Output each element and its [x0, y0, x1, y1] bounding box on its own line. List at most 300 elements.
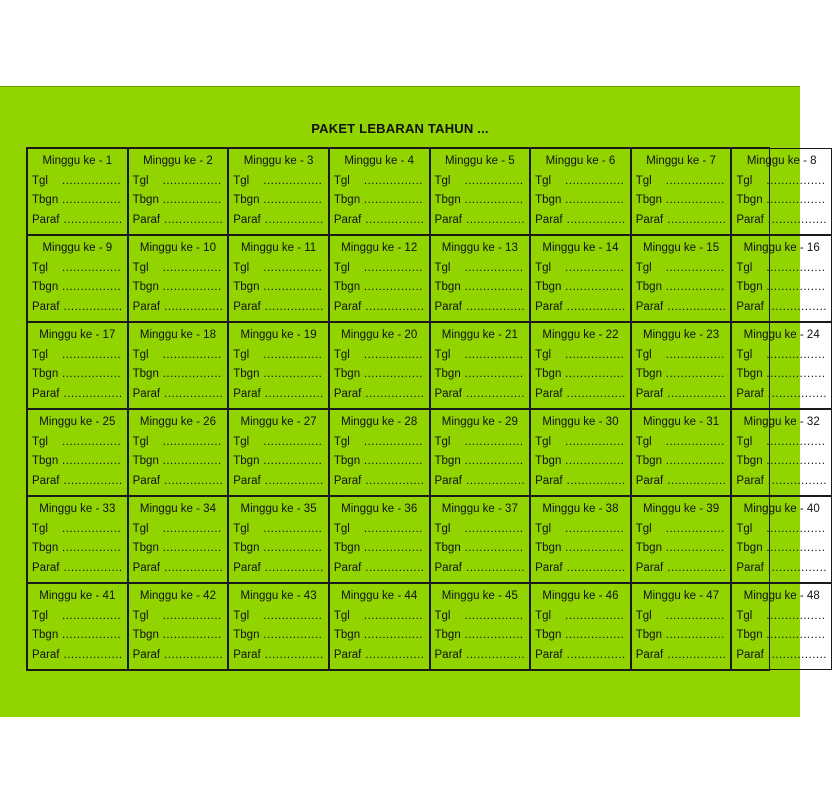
- tbgn-line: [133, 365, 224, 385]
- week-cell: [530, 322, 631, 409]
- week-cell: [228, 322, 329, 409]
- tbgn-blank: ................: [665, 281, 725, 293]
- tbgn-label: Tbgn: [434, 629, 461, 641]
- week-cell: [430, 496, 531, 583]
- paraf-line: [736, 298, 827, 318]
- tbgn-line: [233, 452, 324, 472]
- tbgn-line: [535, 626, 626, 646]
- paraf-label: Paraf: [132, 648, 161, 661]
- tgl-line: [32, 607, 123, 627]
- paraf-blank: ................: [767, 300, 827, 313]
- tbgn-blank: ................: [665, 455, 725, 467]
- tbgn-label: Tbgn: [635, 368, 662, 380]
- tbgn-line: [435, 365, 526, 385]
- week-cell: [430, 148, 531, 235]
- tgl-line: [32, 259, 123, 279]
- tgl-label: Tgl: [736, 348, 753, 361]
- tbgn-label: Tbgn: [132, 455, 159, 467]
- paraf-label: Paraf: [434, 300, 462, 313]
- tbgn-line: [636, 626, 727, 646]
- tgl-label: Tgl: [333, 522, 350, 535]
- tgl-line: [233, 346, 324, 366]
- paraf-label: Paraf: [736, 300, 764, 313]
- paraf-line: [636, 472, 727, 492]
- tgl-label: Tgl: [535, 348, 552, 361]
- week-cell: [430, 322, 531, 409]
- tgl-blank: ................: [263, 174, 323, 187]
- tbgn-blank: ................: [263, 281, 323, 293]
- tbgn-label: Tbgn: [132, 281, 159, 293]
- tbgn-blank: ................: [464, 281, 524, 293]
- paraf-label: Paraf: [635, 648, 664, 661]
- paraf-blank: ................: [365, 387, 425, 400]
- paraf-label: Paraf: [434, 474, 462, 487]
- tgl-line: [133, 172, 224, 192]
- tbgn-blank: ................: [263, 455, 323, 467]
- tbgn-label: Tbgn: [434, 281, 461, 293]
- paraf-label: Paraf: [535, 648, 563, 661]
- tgl-label: Tgl: [434, 435, 451, 448]
- tgl-line: [736, 172, 827, 192]
- week-heading: Minggu ke - 9: [42, 242, 113, 254]
- tbgn-label: Tbgn: [535, 368, 562, 380]
- paraf-line: [736, 385, 827, 405]
- tgl-label: Tgl: [233, 174, 250, 187]
- week-heading: Minggu ke - 34: [139, 503, 216, 515]
- paraf-blank: ................: [767, 387, 827, 400]
- tgl-label: Tgl: [32, 348, 48, 361]
- paraf-line: [334, 646, 425, 666]
- paraf-blank: ................: [466, 213, 526, 226]
- week-cell: [430, 409, 531, 496]
- paraf-blank: ................: [365, 213, 425, 226]
- paraf-blank: ................: [164, 387, 224, 400]
- tgl-line: [32, 346, 123, 366]
- week-cell: [329, 235, 430, 322]
- tgl-blank: ................: [464, 522, 524, 535]
- tbgn-line: [535, 452, 626, 472]
- tgl-label: Tgl: [333, 348, 350, 361]
- paraf-label: Paraf: [233, 387, 261, 400]
- paraf-line: [32, 472, 123, 492]
- tgl-blank: ................: [363, 348, 423, 361]
- paraf-line: [334, 472, 425, 492]
- week-heading: Minggu ke - 3: [243, 155, 314, 167]
- tgl-label: Tgl: [132, 174, 149, 187]
- tbgn-label: Tbgn: [32, 542, 59, 554]
- tgl-blank: ................: [263, 522, 323, 535]
- paraf-label: Paraf: [635, 387, 664, 400]
- paraf-label: Paraf: [736, 387, 764, 400]
- tgl-line: [636, 172, 727, 192]
- tbgn-blank: ................: [62, 542, 122, 554]
- tbgn-blank: ................: [464, 542, 524, 554]
- week-heading: Minggu ke - 18: [139, 329, 216, 341]
- week-heading: Minggu ke - 16: [743, 242, 820, 254]
- tgl-line: [233, 607, 324, 627]
- paraf-blank: ................: [667, 648, 727, 661]
- paraf-blank: ................: [264, 561, 324, 574]
- week-heading: Minggu ke - 47: [643, 590, 720, 602]
- tbgn-line: [32, 278, 123, 298]
- tgl-blank: ................: [162, 609, 222, 622]
- tgl-blank: ................: [263, 348, 323, 361]
- paraf-blank: ................: [667, 213, 727, 226]
- week-cell: [128, 235, 229, 322]
- week-heading: Minggu ke - 21: [441, 329, 518, 341]
- tbgn-blank: ................: [263, 368, 323, 380]
- paraf-blank: ................: [767, 648, 827, 661]
- week-heading: Minggu ke - 8: [746, 155, 817, 167]
- week-heading: Minggu ke - 39: [643, 503, 720, 515]
- tgl-label: Tgl: [736, 522, 753, 535]
- tbgn-label: Tbgn: [535, 281, 562, 293]
- week-cell: [128, 322, 229, 409]
- tbgn-line: [334, 452, 425, 472]
- tgl-line: [32, 172, 123, 192]
- tgl-label: Tgl: [233, 435, 250, 448]
- week-heading: Minggu ke - 2: [143, 155, 213, 167]
- tgl-label: Tgl: [132, 348, 149, 361]
- tbgn-blank: ................: [62, 194, 122, 206]
- paraf-line: [636, 559, 727, 579]
- tgl-blank: ................: [665, 522, 725, 535]
- tgl-label: Tgl: [736, 261, 753, 274]
- paraf-blank: ................: [466, 648, 526, 661]
- tgl-line: [736, 520, 827, 540]
- tbgn-label: Tbgn: [434, 542, 461, 554]
- tbgn-label: Tbgn: [32, 281, 59, 293]
- tgl-blank: ................: [665, 609, 725, 622]
- week-cell: [128, 409, 229, 496]
- tbgn-blank: ................: [464, 455, 524, 467]
- tbgn-line: [636, 539, 727, 559]
- tbgn-line: [32, 452, 123, 472]
- tbgn-line: [133, 452, 224, 472]
- tgl-blank: ................: [263, 261, 323, 274]
- tbgn-label: Tbgn: [233, 542, 260, 554]
- paraf-blank: ................: [365, 648, 425, 661]
- tgl-line: [334, 520, 425, 540]
- tbgn-label: Tbgn: [736, 368, 763, 380]
- week-heading: Minggu ke - 10: [139, 242, 216, 254]
- week-heading: Minggu ke - 42: [139, 590, 216, 602]
- tbgn-label: Tbgn: [635, 194, 662, 206]
- tbgn-blank: ................: [263, 629, 323, 641]
- paraf-blank: ................: [466, 561, 526, 574]
- paraf-line: [736, 472, 827, 492]
- week-cell: [631, 322, 732, 409]
- paraf-blank: ................: [63, 387, 123, 400]
- tgl-blank: ................: [766, 609, 826, 622]
- week-cell: [430, 583, 531, 670]
- paraf-line: [636, 646, 727, 666]
- tgl-line: [435, 172, 526, 192]
- tbgn-blank: ................: [62, 455, 122, 467]
- week-cell: [731, 148, 832, 235]
- week-heading: Minggu ke - 35: [240, 503, 317, 515]
- paraf-line: [535, 472, 626, 492]
- tgl-blank: ................: [665, 261, 725, 274]
- paraf-blank: ................: [767, 561, 827, 574]
- paraf-blank: ................: [566, 213, 626, 226]
- week-cell: [530, 235, 631, 322]
- tbgn-label: Tbgn: [233, 281, 260, 293]
- tbgn-line: [535, 191, 626, 211]
- tgl-blank: ................: [162, 174, 222, 187]
- tgl-blank: ................: [464, 435, 524, 448]
- tbgn-line: [535, 539, 626, 559]
- paraf-label: Paraf: [434, 213, 462, 226]
- tgl-line: [233, 259, 324, 279]
- tbgn-line: [233, 626, 324, 646]
- tbgn-line: [334, 539, 425, 559]
- tgl-blank: ................: [62, 435, 122, 448]
- week-heading: Minggu ke - 6: [545, 155, 616, 167]
- paraf-line: [435, 472, 526, 492]
- week-cell: [128, 583, 229, 670]
- paraf-line: [334, 298, 425, 318]
- paraf-line: [133, 646, 224, 666]
- week-cell: [631, 235, 732, 322]
- week-heading: Minggu ke - 30: [542, 416, 619, 428]
- tbgn-label: Tbgn: [32, 368, 59, 380]
- paraf-label: Paraf: [132, 213, 161, 226]
- tgl-line: [636, 433, 727, 453]
- tbgn-blank: ................: [665, 368, 725, 380]
- tbgn-blank: ................: [263, 542, 323, 554]
- tbgn-blank: ................: [464, 629, 524, 641]
- week-cell: [631, 409, 732, 496]
- tbgn-line: [435, 452, 526, 472]
- week-heading: Minggu ke - 23: [643, 329, 720, 341]
- tgl-label: Tgl: [635, 522, 652, 535]
- tbgn-line: [32, 539, 123, 559]
- week-heading: Minggu ke - 38: [542, 503, 619, 515]
- tgl-line: [133, 607, 224, 627]
- week-cell: [27, 409, 128, 496]
- tbgn-blank: ................: [665, 629, 725, 641]
- tgl-blank: ................: [62, 609, 122, 622]
- tgl-line: [133, 259, 224, 279]
- tgl-line: [736, 259, 827, 279]
- tgl-line: [636, 259, 727, 279]
- tbgn-label: Tbgn: [635, 281, 662, 293]
- tgl-line: [636, 346, 727, 366]
- paraf-label: Paraf: [535, 561, 563, 574]
- tgl-blank: ................: [464, 609, 524, 622]
- tgl-line: [636, 607, 727, 627]
- tgl-label: Tgl: [132, 435, 149, 448]
- tgl-label: Tgl: [32, 435, 48, 448]
- tgl-blank: ................: [62, 348, 122, 361]
- week-heading: Minggu ke - 15: [643, 242, 720, 254]
- week-cell: [27, 235, 128, 322]
- green-sheet: [0, 86, 827, 717]
- paraf-line: [435, 298, 526, 318]
- paraf-blank: ................: [63, 300, 123, 313]
- paraf-line: [435, 559, 526, 579]
- tbgn-blank: ................: [464, 368, 524, 380]
- paraf-line: [233, 211, 324, 231]
- week-heading: Minggu ke - 27: [240, 416, 317, 428]
- tbgn-blank: ................: [162, 368, 222, 380]
- paraf-line: [535, 559, 626, 579]
- tbgn-blank: ................: [363, 629, 423, 641]
- paraf-label: Paraf: [132, 474, 161, 487]
- tgl-line: [233, 520, 324, 540]
- tbgn-label: Tbgn: [535, 455, 562, 467]
- tgl-line: [133, 520, 224, 540]
- tgl-label: Tgl: [233, 522, 250, 535]
- tbgn-line: [334, 191, 425, 211]
- paraf-label: Paraf: [635, 561, 664, 574]
- week-heading: Minggu ke - 12: [341, 242, 418, 254]
- paraf-line: [233, 472, 324, 492]
- paraf-blank: ................: [164, 474, 224, 487]
- paraf-label: Paraf: [32, 561, 60, 574]
- week-heading: Minggu ke - 37: [441, 503, 518, 515]
- paraf-line: [435, 211, 526, 231]
- savings-table: [26, 147, 827, 671]
- tgl-line: [535, 172, 626, 192]
- tbgn-line: [233, 539, 324, 559]
- tbgn-label: Tbgn: [434, 455, 461, 467]
- paraf-line: [736, 559, 827, 579]
- week-cell: [27, 583, 128, 670]
- tgl-blank: ................: [62, 522, 122, 535]
- paraf-blank: ................: [767, 213, 827, 226]
- paraf-blank: ................: [667, 474, 727, 487]
- paraf-blank: ................: [365, 300, 425, 313]
- week-cell: [27, 496, 128, 583]
- tbgn-line: [233, 365, 324, 385]
- tbgn-label: Tbgn: [32, 455, 59, 467]
- week-cell: [631, 496, 732, 583]
- paraf-label: Paraf: [333, 213, 362, 226]
- tbgn-line: [133, 191, 224, 211]
- tgl-line: [133, 433, 224, 453]
- paraf-label: Paraf: [233, 300, 261, 313]
- tbgn-line: [736, 278, 827, 298]
- paraf-blank: ................: [365, 561, 425, 574]
- tgl-label: Tgl: [736, 435, 753, 448]
- tbgn-blank: ................: [62, 629, 122, 641]
- paraf-label: Paraf: [32, 387, 60, 400]
- week-heading: Minggu ke - 44: [341, 590, 418, 602]
- paraf-blank: ................: [667, 300, 727, 313]
- tgl-blank: ................: [162, 261, 222, 274]
- tgl-label: Tgl: [32, 609, 48, 622]
- tbgn-label: Tbgn: [434, 368, 461, 380]
- paraf-blank: ................: [466, 300, 526, 313]
- tgl-line: [435, 259, 526, 279]
- paraf-blank: ................: [667, 561, 727, 574]
- tbgn-line: [636, 191, 727, 211]
- tbgn-label: Tbgn: [434, 194, 461, 206]
- tbgn-label: Tbgn: [736, 455, 763, 467]
- tgl-label: Tgl: [333, 435, 350, 448]
- tbgn-blank: ................: [565, 194, 625, 206]
- tbgn-label: Tbgn: [132, 368, 159, 380]
- paraf-label: Paraf: [132, 561, 161, 574]
- tbgn-line: [133, 626, 224, 646]
- paraf-line: [233, 559, 324, 579]
- week-heading: Minggu ke - 46: [542, 590, 619, 602]
- tbgn-line: [133, 539, 224, 559]
- paraf-line: [334, 559, 425, 579]
- paraf-line: [535, 211, 626, 231]
- paraf-label: Paraf: [736, 213, 764, 226]
- paraf-blank: ................: [264, 300, 324, 313]
- tgl-line: [334, 259, 425, 279]
- tbgn-blank: ................: [766, 455, 826, 467]
- tbgn-blank: ................: [766, 368, 826, 380]
- week-cell: [329, 583, 430, 670]
- week-heading: Minggu ke - 17: [39, 329, 116, 341]
- week-heading: Minggu ke - 20: [341, 329, 418, 341]
- tgl-blank: ................: [565, 609, 625, 622]
- week-cell: [530, 409, 631, 496]
- tbgn-blank: ................: [363, 542, 423, 554]
- tgl-line: [435, 346, 526, 366]
- tgl-blank: ................: [162, 435, 222, 448]
- tgl-blank: ................: [464, 174, 524, 187]
- tbgn-line: [435, 626, 526, 646]
- tbgn-label: Tbgn: [233, 368, 260, 380]
- page-title: PAKET LEBARAN TAHUN ...: [311, 121, 489, 136]
- week-cell: [228, 409, 329, 496]
- tgl-blank: ................: [565, 261, 625, 274]
- week-heading: Minggu ke - 32: [743, 416, 820, 428]
- tbgn-blank: ................: [263, 194, 323, 206]
- paraf-label: Paraf: [434, 561, 462, 574]
- tbgn-label: Tbgn: [132, 629, 159, 641]
- paraf-label: Paraf: [635, 474, 664, 487]
- paraf-label: Paraf: [434, 648, 462, 661]
- tbgn-line: [435, 539, 526, 559]
- tbgn-line: [636, 278, 727, 298]
- tgl-label: Tgl: [635, 174, 652, 187]
- tgl-blank: ................: [62, 174, 122, 187]
- tbgn-line: [233, 191, 324, 211]
- week-heading: Minggu ke - 29: [441, 416, 518, 428]
- paraf-label: Paraf: [736, 648, 764, 661]
- week-heading: Minggu ke - 41: [39, 590, 116, 602]
- paraf-label: Paraf: [333, 648, 362, 661]
- week-heading: Minggu ke - 22: [542, 329, 619, 341]
- paraf-label: Paraf: [233, 213, 261, 226]
- paraf-line: [133, 472, 224, 492]
- paraf-line: [32, 646, 123, 666]
- week-heading: Minggu ke - 5: [444, 155, 515, 167]
- week-cell: [731, 322, 832, 409]
- paraf-label: Paraf: [535, 213, 563, 226]
- tgl-label: Tgl: [333, 261, 350, 274]
- tbgn-label: Tbgn: [233, 194, 260, 206]
- tgl-label: Tgl: [635, 609, 652, 622]
- tbgn-blank: ................: [162, 629, 222, 641]
- tgl-line: [535, 433, 626, 453]
- tgl-line: [535, 346, 626, 366]
- tbgn-line: [32, 365, 123, 385]
- tbgn-line: [334, 626, 425, 646]
- tgl-line: [233, 172, 324, 192]
- paraf-label: Paraf: [333, 300, 362, 313]
- week-cell: [731, 496, 832, 583]
- paraf-line: [233, 298, 324, 318]
- tbgn-line: [736, 365, 827, 385]
